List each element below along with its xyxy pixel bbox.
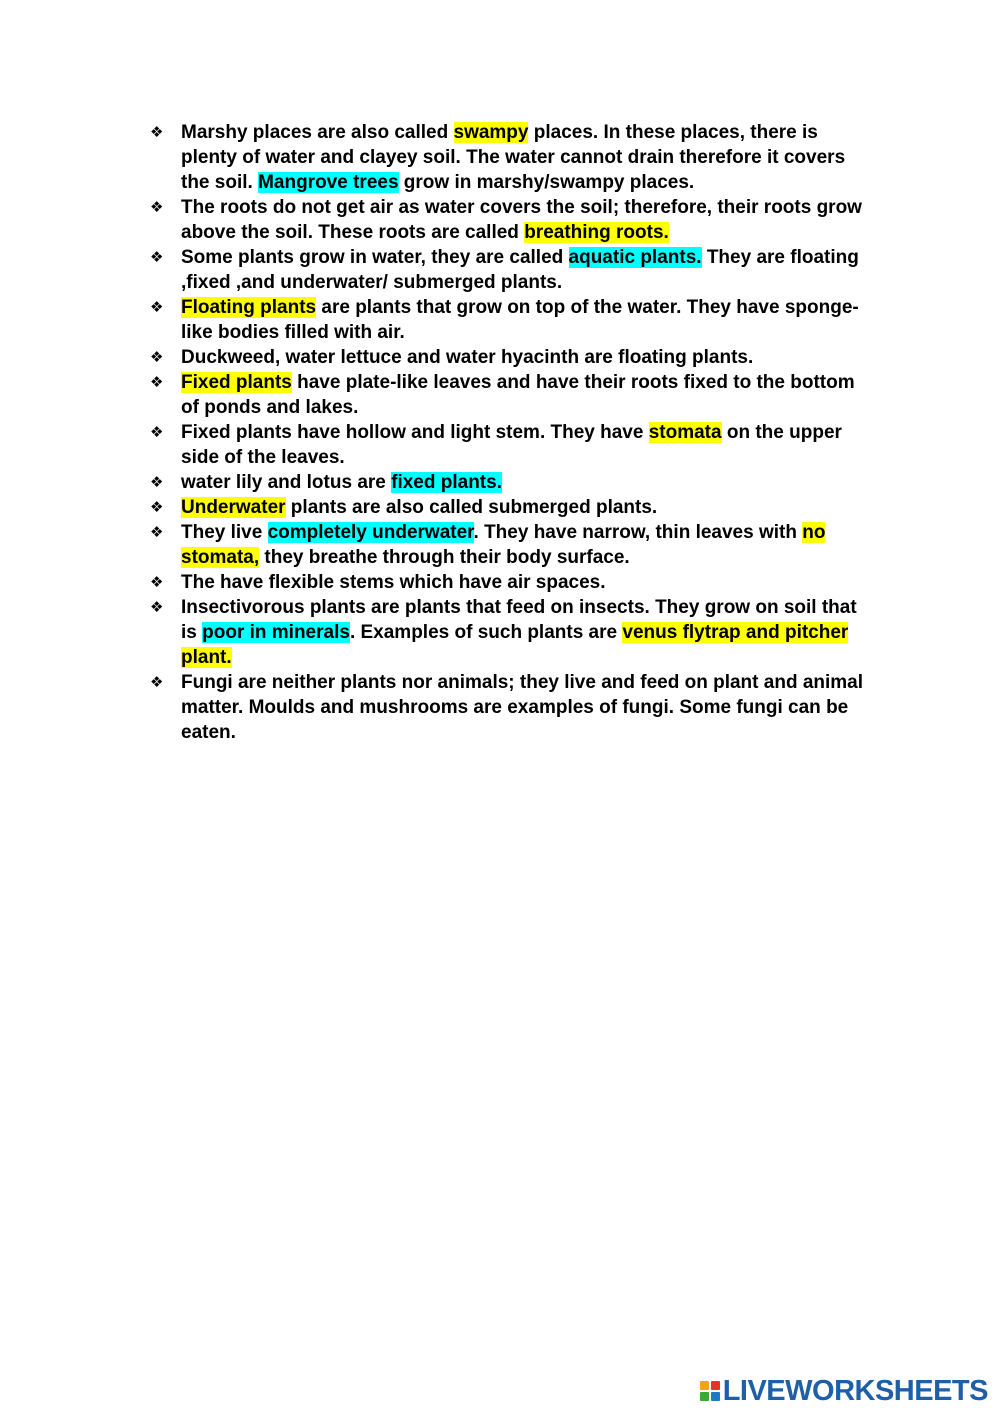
bullet-icon: ❖ <box>150 573 164 591</box>
list-item <box>150 345 870 370</box>
list-item <box>150 420 870 470</box>
list-item <box>150 520 870 570</box>
list-item <box>150 295 870 345</box>
text-segment: they breathe through their body surface. <box>259 547 630 568</box>
highlighted-term: Mangrove trees <box>258 172 399 193</box>
list-item <box>150 370 870 420</box>
text-segment: water lily and lotus are <box>181 472 392 493</box>
list-item <box>150 245 870 295</box>
liveworksheets-branding <box>700 1374 988 1408</box>
bullet-icon: ❖ <box>150 598 164 616</box>
bullet-list <box>150 120 870 745</box>
text-segment: Insectivorous plants are plants that feed on insects. They grow on soil that is <box>181 597 857 643</box>
text-segment: plants are also called submerged plants. <box>285 497 658 518</box>
list-item <box>150 570 870 595</box>
text-segment: The roots do not get air as water covers the soil; therefore, their roots grow above the soil. These roots are called <box>181 197 862 243</box>
highlighted-term: breathing roots. <box>524 222 669 243</box>
highlighted-term: poor in minerals <box>202 622 350 643</box>
highlighted-term: swampy <box>453 122 529 143</box>
text-segment: grow in marshy/swampy places. <box>398 172 695 193</box>
bullet-icon: ❖ <box>150 473 164 491</box>
logo-square-2 <box>711 1381 720 1390</box>
highlighted-term: venus flytrap and pitcher plant. <box>181 622 849 668</box>
bullet-icon: ❖ <box>150 123 164 141</box>
list-item <box>150 595 870 670</box>
bullet-icon: ❖ <box>150 523 164 541</box>
bullet-icon: ❖ <box>150 198 164 216</box>
bullet-icon: ❖ <box>150 373 164 391</box>
highlighted-term: Underwater <box>181 497 286 518</box>
highlighted-term: stomata <box>648 422 722 443</box>
text-segment: They live <box>181 522 268 543</box>
text-segment: Marshy places are also called <box>181 122 454 143</box>
text-segment: Fungi are neither plants nor animals; they live and feed on plant and animal matter. Moulds and mushrooms are examples of fungi. Some fungi can be eaten. <box>181 672 864 743</box>
bullet-icon: ❖ <box>150 673 164 691</box>
bullet-icon: ❖ <box>150 348 164 366</box>
logo-square-1 <box>700 1381 709 1390</box>
bullet-icon: ❖ <box>150 423 164 441</box>
highlighted-term: completely underwater <box>267 522 474 543</box>
text-segment: have plate-like leaves and have their roots fixed to the bottom of ponds and lakes. <box>181 372 855 418</box>
list-item <box>150 195 870 245</box>
text-segment: places. In these places, there is plenty of water and clayey soil. The water cannot drain therefore it covers the soil. <box>181 122 846 193</box>
text-segment: . They have narrow, thin leaves with <box>473 522 803 543</box>
logo-square-4 <box>711 1392 720 1401</box>
brand-name: LIVEWORKSHEETS <box>722 1375 988 1407</box>
text-segment: Some plants grow in water, they are called <box>181 247 569 268</box>
text-segment: Duckweed, water lettuce and water hyacinth are floating plants. <box>181 347 754 368</box>
bullet-icon: ❖ <box>150 498 164 516</box>
bullet-icon: ❖ <box>150 248 164 266</box>
text-segment: Fixed plants have hollow and light stem. They have <box>181 422 649 443</box>
highlighted-term: fixed plants. <box>391 472 502 493</box>
list-item <box>150 120 870 195</box>
text-segment: . Examples of such plants are <box>349 622 623 643</box>
highlighted-term: no stomata, <box>181 522 826 568</box>
highlighted-term: Floating plants <box>181 297 317 318</box>
bullet-icon: ❖ <box>150 298 164 316</box>
highlighted-term: Fixed plants <box>181 372 292 393</box>
text-segment: The have flexible stems which have air spaces. <box>181 572 606 593</box>
list-item <box>150 670 870 745</box>
list-item <box>150 470 870 495</box>
highlighted-term: aquatic plants. <box>568 247 702 268</box>
logo-square-3 <box>700 1392 709 1401</box>
text-segment: are plants that grow on top of the water. They have sponge-like bodies filled with air. <box>181 297 859 343</box>
list-item <box>150 495 870 520</box>
text-segment: on the upper side of the leaves. <box>181 422 842 468</box>
liveworksheets-logo-icon <box>700 1381 720 1401</box>
text-segment: They are floating ,fixed ,and underwater/ submerged plants. <box>181 247 859 293</box>
